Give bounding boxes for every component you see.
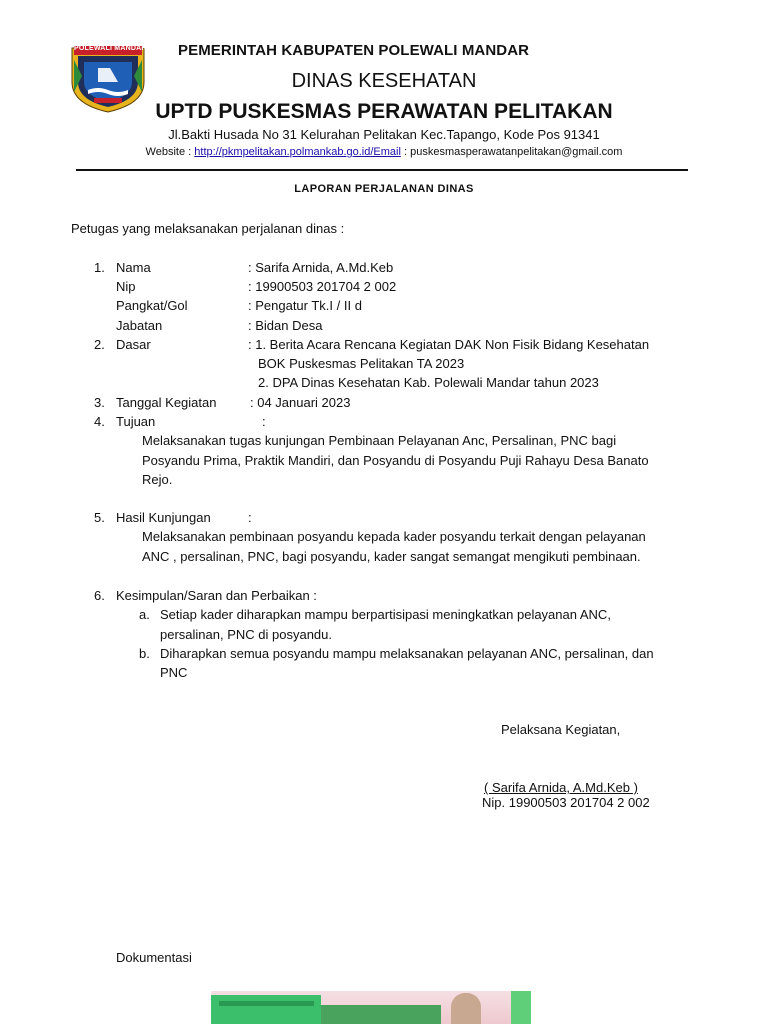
nip-value: : 19900503 201704 2 002: [248, 279, 397, 294]
dasar-line-1b: BOK Puskesmas Pelitakan TA 2023: [258, 356, 465, 371]
item-number-2: 2.: [94, 337, 105, 352]
sub-item-a-line-2: persalinan, PNC di posyandu.: [160, 627, 332, 642]
item-number-6: 6.: [94, 588, 105, 603]
pangkat-label: Pangkat/Gol: [116, 298, 188, 313]
item-number-3: 3.: [94, 395, 105, 410]
letterhead-unit: UPTD PUSKESMAS PERAWATAN PELITAKAN: [155, 100, 613, 123]
email-text: : puskesmasperawatanpelitakan@gmail.com: [400, 146, 623, 158]
tujuan-label: Tujuan: [116, 414, 156, 429]
signature-role: Pelaksana Kegiatan,: [501, 722, 621, 737]
document-title: LAPORAN PERJALANAN DINAS: [294, 183, 474, 195]
sub-item-a-line-1: Setiap kader diharapkan mampu berpartisipasi meningkatkan pelayanan ANC,: [160, 607, 611, 622]
sub-item-b-line-2: PNC: [160, 665, 188, 680]
tujuan-colon: :: [262, 414, 266, 429]
sub-item-b-mark: b.: [139, 646, 150, 661]
dasar-label: Dasar: [116, 337, 151, 352]
dasar-line-2: 2. DPA Dinas Kesehatan Kab. Polewali Mandar tahun 2023: [258, 375, 599, 390]
letterhead-website: [0, 146, 768, 158]
tujuan-line-1: Melaksanakan tugas kunjungan Pembinaan Pelayanan Anc, Persalinan, PNC bagi: [142, 433, 617, 448]
letterhead-government: PEMERINTAH KABUPATEN POLEWALI MANDAR: [178, 42, 530, 59]
jabatan-label: Jabatan: [116, 318, 163, 333]
hasil-label: Hasil Kunjungan: [116, 510, 211, 525]
item-number-4: 4.: [94, 414, 105, 429]
tanggal-value: : 04 Januari 2023: [250, 395, 351, 410]
sub-item-a-mark: a.: [139, 607, 150, 622]
nip-label: Nip: [116, 279, 136, 294]
intro-text: Petugas yang melaksanakan perjalanan dinas :: [71, 221, 345, 236]
item-number-5: 5.: [94, 510, 105, 525]
letterhead-agency: DINAS KESEHATAN: [291, 70, 477, 92]
pangkat-value: : Pengatur Tk.I / II d: [248, 298, 362, 313]
hasil-line-2: ANC , persalinan, PNC, bagi posyandu, kader sangat semangat mengikuti pembinaan.: [142, 549, 641, 564]
item-number-1: 1.: [94, 260, 105, 275]
nama-label: Nama: [116, 260, 151, 275]
tujuan-line-2: Posyandu Prima, Praktik Mandiri, dan Posyandu di Posyandu Puji Rahayu Desa Banato: [142, 453, 649, 468]
website-label: Website :: [145, 146, 195, 158]
documentation-photo: [211, 991, 531, 1024]
jabatan-value: : Bidan Desa: [248, 318, 323, 333]
logo-text: POLEWALI MANDAR: [74, 45, 147, 52]
hasil-line-1: Melaksanakan pembinaan posyandu kepada kader posyandu terkait dengan pelayanan: [142, 529, 646, 544]
letterhead-divider: [76, 169, 688, 171]
sub-item-b-line-1: Diharapkan semua posyandu mampu melaksanakan pelayanan ANC, persalinan, dan: [160, 646, 654, 661]
signature-name: ( Sarifa Arnida, A.Md.Keb ): [484, 780, 638, 795]
dokumentasi-label: Dokumentasi: [116, 950, 192, 965]
website-link[interactable]: http://pkmpelitakan.polmankab.go.id/Email: [194, 146, 401, 158]
hasil-colon: :: [248, 510, 252, 525]
nama-value: : Sarifa Arnida, A.Md.Keb: [248, 260, 394, 275]
tujuan-line-3: Rejo.: [142, 472, 173, 487]
dasar-line-1a: : 1. Berita Acara Rencana Kegiatan DAK Non Fisik Bidang Kesehatan: [248, 337, 650, 352]
signature-nip: Nip. 19900503 201704 2 002: [482, 795, 650, 810]
kesimpulan-label: Kesimpulan/Saran dan Perbaikan :: [116, 588, 317, 603]
tanggal-label: Tanggal Kegiatan: [116, 395, 217, 410]
letterhead-address: Jl.Bakti Husada No 31 Kelurahan Pelitakan Kec.Tapango, Kode Pos 91341: [168, 127, 600, 142]
